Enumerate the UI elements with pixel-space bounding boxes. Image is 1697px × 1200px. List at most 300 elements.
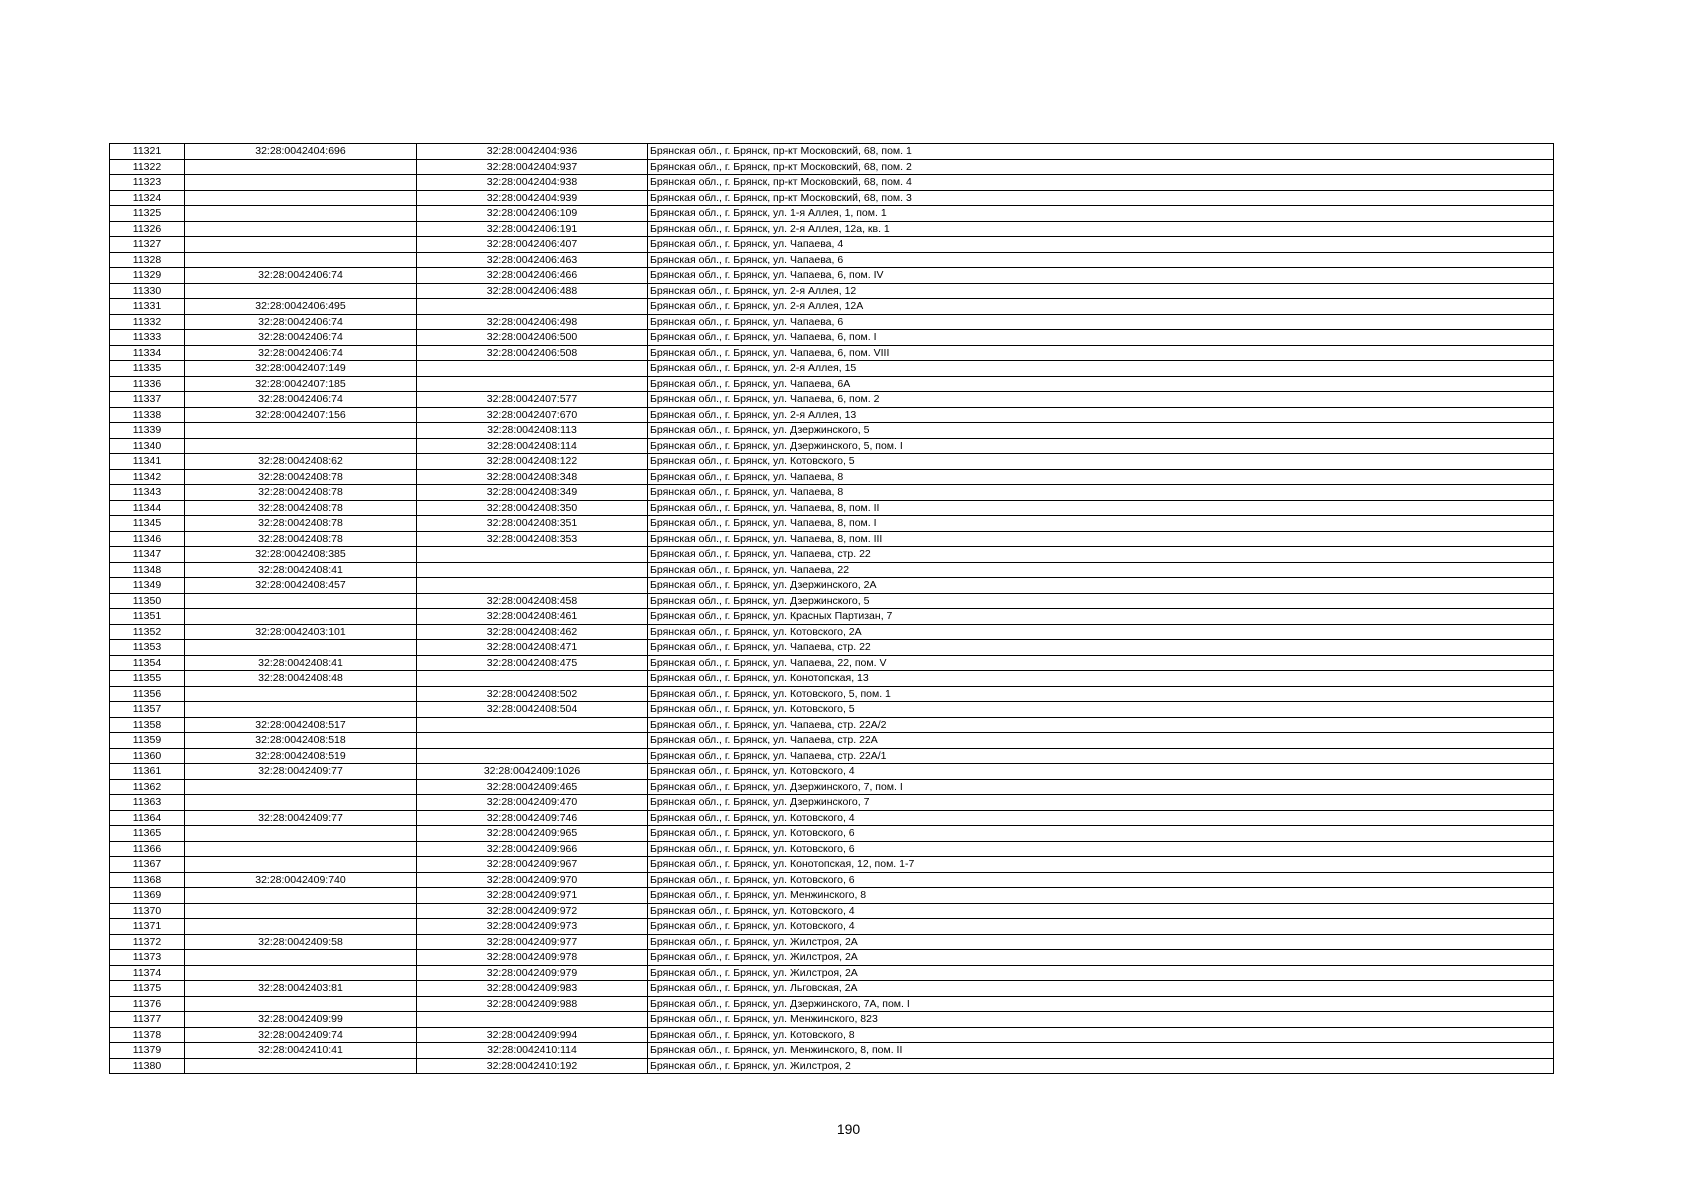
address-cell: Брянская обл., г. Брянск, ул. Дзержинского, 2А — [648, 578, 1554, 594]
address-cell: Брянская обл., г. Брянск, ул. Жилстроя, 2А — [648, 950, 1554, 966]
cadastral-number-cell: 32:28:0042404:937 — [417, 159, 648, 175]
table-row — [110, 407, 1554, 423]
address-cell: Брянская обл., г. Брянск, ул. Котовского, 5 — [648, 454, 1554, 470]
address-cell: Брянская обл., г. Брянск, ул. Котовского, 4 — [648, 764, 1554, 780]
address-cell: Брянская обл., г. Брянск, ул. Дзержинского, 5, пом. I — [648, 438, 1554, 454]
cadastral-number-cell: 32:28:0042409:971 — [417, 888, 648, 904]
parent-cadastral-number-cell: 32:28:0042408:62 — [185, 454, 417, 470]
table-row — [110, 857, 1554, 873]
address-cell: Брянская обл., г. Брянск, ул. Чапаева, 8 — [648, 485, 1554, 501]
row-number-cell: 11378 — [110, 1027, 185, 1043]
address-cell: Брянская обл., г. Брянск, ул. Льговская, 2А — [648, 981, 1554, 997]
address-cell: Брянская обл., г. Брянск, ул. Дзержинского, 7, пом. I — [648, 779, 1554, 795]
table-row — [110, 655, 1554, 671]
address-cell: Брянская обл., г. Брянск, ул. Чапаева, 6, пом. 2 — [648, 392, 1554, 408]
address-cell: Брянская обл., г. Брянск, ул. Чапаева, 6А — [648, 376, 1554, 392]
row-number-cell: 11352 — [110, 624, 185, 640]
address-cell: Брянская обл., г. Брянск, ул. Дзержинского, 7 — [648, 795, 1554, 811]
table-row — [110, 733, 1554, 749]
parent-cadastral-number-cell: 32:28:0042408:457 — [185, 578, 417, 594]
cadastral-number-cell — [417, 376, 648, 392]
row-number-cell: 11363 — [110, 795, 185, 811]
cadastral-number-cell — [417, 361, 648, 377]
address-cell: Брянская обл., г. Брянск, ул. 2-я Аллея, 15 — [648, 361, 1554, 377]
parent-cadastral-number-cell — [185, 965, 417, 981]
address-cell: Брянская обл., г. Брянск, ул. Котовского, 4 — [648, 810, 1554, 826]
table-row — [110, 361, 1554, 377]
parent-cadastral-number-cell: 32:28:0042408:519 — [185, 748, 417, 764]
address-cell: Брянская обл., г. Брянск, ул. Менжинского, 823 — [648, 1012, 1554, 1028]
table-row — [110, 1027, 1554, 1043]
table-row — [110, 531, 1554, 547]
parent-cadastral-number-cell: 32:28:0042408:385 — [185, 547, 417, 563]
row-number-cell: 11321 — [110, 144, 185, 160]
table-row — [110, 826, 1554, 842]
row-number-cell: 11366 — [110, 841, 185, 857]
cadastral-number-cell: 32:28:0042404:936 — [417, 144, 648, 160]
cadastral-number-cell: 32:28:0042407:670 — [417, 407, 648, 423]
parent-cadastral-number-cell — [185, 640, 417, 656]
parent-cadastral-number-cell: 32:28:0042407:185 — [185, 376, 417, 392]
table-row — [110, 872, 1554, 888]
row-number-cell: 11372 — [110, 934, 185, 950]
row-number-cell: 11350 — [110, 593, 185, 609]
cadastral-number-cell: 32:28:0042409:965 — [417, 826, 648, 842]
address-cell: Брянская обл., г. Брянск, ул. Дзержинского, 7А, пом. I — [648, 996, 1554, 1012]
parent-cadastral-number-cell: 32:28:0042409:58 — [185, 934, 417, 950]
row-number-cell: 11340 — [110, 438, 185, 454]
parent-cadastral-number-cell — [185, 237, 417, 253]
row-number-cell: 11324 — [110, 190, 185, 206]
row-number-cell: 11329 — [110, 268, 185, 284]
row-number-cell: 11377 — [110, 1012, 185, 1028]
row-number-cell: 11334 — [110, 345, 185, 361]
table-row — [110, 175, 1554, 191]
parent-cadastral-number-cell: 32:28:0042408:78 — [185, 531, 417, 547]
registry-table-container — [109, 143, 1553, 1074]
row-number-cell: 11338 — [110, 407, 185, 423]
row-number-cell: 11326 — [110, 221, 185, 237]
table-row — [110, 903, 1554, 919]
page-number: 190 — [836, 1121, 861, 1137]
address-cell: Брянская обл., г. Брянск, ул. Чапаева, 8, пом. II — [648, 500, 1554, 516]
table-row — [110, 965, 1554, 981]
address-cell: Брянская обл., г. Брянск, ул. Чапаева, стр. 22 — [648, 640, 1554, 656]
table-row — [110, 283, 1554, 299]
row-number-cell: 11322 — [110, 159, 185, 175]
table-row — [110, 190, 1554, 206]
cadastral-number-cell: 32:28:0042409:972 — [417, 903, 648, 919]
table-row — [110, 562, 1554, 578]
table-row — [110, 314, 1554, 330]
cadastral-number-cell: 32:28:0042408:114 — [417, 438, 648, 454]
table-row — [110, 888, 1554, 904]
parent-cadastral-number-cell: 32:28:0042403:81 — [185, 981, 417, 997]
parent-cadastral-number-cell — [185, 159, 417, 175]
row-number-cell: 11380 — [110, 1058, 185, 1074]
row-number-cell: 11375 — [110, 981, 185, 997]
cadastral-number-cell: 32:28:0042406:498 — [417, 314, 648, 330]
cadastral-number-cell — [417, 717, 648, 733]
cadastral-number-cell: 32:28:0042409:978 — [417, 950, 648, 966]
cadastral-number-cell: 32:28:0042406:508 — [417, 345, 648, 361]
table-row — [110, 810, 1554, 826]
row-number-cell: 11362 — [110, 779, 185, 795]
row-number-cell: 11369 — [110, 888, 185, 904]
row-number-cell: 11379 — [110, 1043, 185, 1059]
table-row — [110, 841, 1554, 857]
parent-cadastral-number-cell: 32:28:0042408:48 — [185, 671, 417, 687]
table-row — [110, 779, 1554, 795]
row-number-cell: 11367 — [110, 857, 185, 873]
parent-cadastral-number-cell: 32:28:0042408:517 — [185, 717, 417, 733]
row-number-cell: 11328 — [110, 252, 185, 268]
parent-cadastral-number-cell — [185, 857, 417, 873]
address-cell: Брянская обл., г. Брянск, ул. Чапаева, 22 — [648, 562, 1554, 578]
cadastral-number-cell: 32:28:0042408:113 — [417, 423, 648, 439]
cadastral-number-cell: 32:28:0042410:114 — [417, 1043, 648, 1059]
table-row — [110, 221, 1554, 237]
row-number-cell: 11333 — [110, 330, 185, 346]
row-number-cell: 11341 — [110, 454, 185, 470]
parent-cadastral-number-cell: 32:28:0042406:74 — [185, 330, 417, 346]
parent-cadastral-number-cell: 32:28:0042406:74 — [185, 268, 417, 284]
parent-cadastral-number-cell: 32:28:0042408:78 — [185, 516, 417, 532]
row-number-cell: 11373 — [110, 950, 185, 966]
cadastral-number-cell: 32:28:0042408:353 — [417, 531, 648, 547]
address-cell: Брянская обл., г. Брянск, ул. Чапаева, 6, пом. VIII — [648, 345, 1554, 361]
table-row — [110, 640, 1554, 656]
cadastral-number-cell: 32:28:0042409:973 — [417, 919, 648, 935]
parent-cadastral-number-cell: 32:28:0042406:74 — [185, 314, 417, 330]
row-number-cell: 11374 — [110, 965, 185, 981]
cadastral-number-cell: 32:28:0042406:109 — [417, 206, 648, 222]
row-number-cell: 11361 — [110, 764, 185, 780]
address-cell: Брянская обл., г. Брянск, ул. Чапаева, 6, пом. I — [648, 330, 1554, 346]
table-row — [110, 702, 1554, 718]
cadastral-number-cell: 32:28:0042408:461 — [417, 609, 648, 625]
parent-cadastral-number-cell: 32:28:0042408:41 — [185, 655, 417, 671]
cadastral-number-cell: 32:28:0042408:349 — [417, 485, 648, 501]
parent-cadastral-number-cell — [185, 283, 417, 299]
parent-cadastral-number-cell — [185, 686, 417, 702]
parent-cadastral-number-cell — [185, 702, 417, 718]
registry-table — [109, 143, 1554, 1074]
table-row — [110, 671, 1554, 687]
address-cell: Брянская обл., г. Брянск, ул. Конотопская, 13 — [648, 671, 1554, 687]
parent-cadastral-number-cell — [185, 996, 417, 1012]
table-row — [110, 919, 1554, 935]
cadastral-number-cell — [417, 299, 648, 315]
table-row — [110, 795, 1554, 811]
table-row — [110, 1043, 1554, 1059]
address-cell: Брянская обл., г. Брянск, ул. Красных Партизан, 7 — [648, 609, 1554, 625]
row-number-cell: 11349 — [110, 578, 185, 594]
cadastral-number-cell: 32:28:0042409:988 — [417, 996, 648, 1012]
parent-cadastral-number-cell: 32:28:0042408:518 — [185, 733, 417, 749]
parent-cadastral-number-cell — [185, 252, 417, 268]
table-row — [110, 624, 1554, 640]
row-number-cell: 11354 — [110, 655, 185, 671]
address-cell: Брянская обл., г. Брянск, ул. Чапаева, 6, пом. IV — [648, 268, 1554, 284]
cadastral-number-cell: 32:28:0042409:967 — [417, 857, 648, 873]
cadastral-number-cell: 32:28:0042409:470 — [417, 795, 648, 811]
address-cell: Брянская обл., г. Брянск, пр-кт Московский, 68, пом. 3 — [648, 190, 1554, 206]
parent-cadastral-number-cell: 32:28:0042404:696 — [185, 144, 417, 160]
address-cell: Брянская обл., г. Брянск, ул. Котовского, 5, пом. 1 — [648, 686, 1554, 702]
cadastral-number-cell: 32:28:0042408:122 — [417, 454, 648, 470]
cadastral-number-cell: 32:28:0042407:577 — [417, 392, 648, 408]
address-cell: Брянская обл., г. Брянск, ул. Жилстроя, 2А — [648, 934, 1554, 950]
address-cell: Брянская обл., г. Брянск, ул. Чапаева, 22, пом. V — [648, 655, 1554, 671]
cadastral-number-cell: 32:28:0042408:475 — [417, 655, 648, 671]
table-row — [110, 237, 1554, 253]
row-number-cell: 11351 — [110, 609, 185, 625]
row-number-cell: 11325 — [110, 206, 185, 222]
table-row — [110, 392, 1554, 408]
table-row — [110, 454, 1554, 470]
address-cell: Брянская обл., г. Брянск, ул. Котовского, 6 — [648, 826, 1554, 842]
cadastral-number-cell: 32:28:0042408:350 — [417, 500, 648, 516]
registry-table-body — [110, 144, 1554, 1074]
address-cell: Брянская обл., г. Брянск, ул. Чапаева, 4 — [648, 237, 1554, 253]
cadastral-number-cell: 32:28:0042406:488 — [417, 283, 648, 299]
parent-cadastral-number-cell: 32:28:0042409:740 — [185, 872, 417, 888]
address-cell: Брянская обл., г. Брянск, ул. Котовского, 5 — [648, 702, 1554, 718]
cadastral-number-cell: 32:28:0042409:970 — [417, 872, 648, 888]
parent-cadastral-number-cell — [185, 795, 417, 811]
row-number-cell: 11368 — [110, 872, 185, 888]
address-cell: Брянская обл., г. Брянск, ул. Жилстроя, 2А — [648, 965, 1554, 981]
table-row — [110, 764, 1554, 780]
cadastral-number-cell — [417, 578, 648, 594]
cadastral-number-cell: 32:28:0042404:938 — [417, 175, 648, 191]
parent-cadastral-number-cell: 32:28:0042406:495 — [185, 299, 417, 315]
table-row — [110, 485, 1554, 501]
table-row — [110, 469, 1554, 485]
table-row — [110, 144, 1554, 160]
table-row — [110, 345, 1554, 361]
parent-cadastral-number-cell: 32:28:0042409:99 — [185, 1012, 417, 1028]
row-number-cell: 11356 — [110, 686, 185, 702]
cadastral-number-cell: 32:28:0042408:504 — [417, 702, 648, 718]
row-number-cell: 11345 — [110, 516, 185, 532]
cadastral-number-cell: 32:28:0042409:983 — [417, 981, 648, 997]
row-number-cell: 11331 — [110, 299, 185, 315]
address-cell: Брянская обл., г. Брянск, ул. Чапаева, стр. 22А/2 — [648, 717, 1554, 733]
cadastral-number-cell: 32:28:0042410:192 — [417, 1058, 648, 1074]
row-number-cell: 11339 — [110, 423, 185, 439]
parent-cadastral-number-cell — [185, 593, 417, 609]
cadastral-number-cell: 32:28:0042409:746 — [417, 810, 648, 826]
cadastral-number-cell: 32:28:0042409:1026 — [417, 764, 648, 780]
cadastral-number-cell: 32:28:0042409:966 — [417, 841, 648, 857]
cadastral-number-cell: 32:28:0042409:979 — [417, 965, 648, 981]
table-row — [110, 1058, 1554, 1074]
parent-cadastral-number-cell — [185, 175, 417, 191]
row-number-cell: 11364 — [110, 810, 185, 826]
cadastral-number-cell: 32:28:0042409:994 — [417, 1027, 648, 1043]
cadastral-number-cell: 32:28:0042406:191 — [417, 221, 648, 237]
table-row — [110, 547, 1554, 563]
parent-cadastral-number-cell — [185, 438, 417, 454]
table-row — [110, 299, 1554, 315]
row-number-cell: 11355 — [110, 671, 185, 687]
row-number-cell: 11359 — [110, 733, 185, 749]
address-cell: Брянская обл., г. Брянск, ул. Дзержинского, 5 — [648, 423, 1554, 439]
parent-cadastral-number-cell — [185, 950, 417, 966]
table-row — [110, 500, 1554, 516]
parent-cadastral-number-cell: 32:28:0042409:77 — [185, 764, 417, 780]
table-row — [110, 950, 1554, 966]
parent-cadastral-number-cell: 32:28:0042410:41 — [185, 1043, 417, 1059]
parent-cadastral-number-cell: 32:28:0042406:74 — [185, 392, 417, 408]
table-row — [110, 717, 1554, 733]
row-number-cell: 11370 — [110, 903, 185, 919]
parent-cadastral-number-cell — [185, 190, 417, 206]
address-cell: Брянская обл., г. Брянск, ул. Котовского, 4 — [648, 903, 1554, 919]
address-cell: Брянская обл., г. Брянск, ул. Чапаева, стр. 22 — [648, 547, 1554, 563]
address-cell: Брянская обл., г. Брянск, ул. Дзержинского, 5 — [648, 593, 1554, 609]
parent-cadastral-number-cell: 32:28:0042409:74 — [185, 1027, 417, 1043]
parent-cadastral-number-cell: 32:28:0042408:78 — [185, 469, 417, 485]
row-number-cell: 11360 — [110, 748, 185, 764]
row-number-cell: 11357 — [110, 702, 185, 718]
parent-cadastral-number-cell — [185, 826, 417, 842]
address-cell: Брянская обл., г. Брянск, ул. Менжинского, 8 — [648, 888, 1554, 904]
cadastral-number-cell — [417, 733, 648, 749]
address-cell: Брянская обл., г. Брянск, ул. Котовского, 8 — [648, 1027, 1554, 1043]
address-cell: Брянская обл., г. Брянск, ул. Котовского, 6 — [648, 872, 1554, 888]
table-row — [110, 206, 1554, 222]
row-number-cell: 11343 — [110, 485, 185, 501]
parent-cadastral-number-cell: 32:28:0042408:41 — [185, 562, 417, 578]
address-cell: Брянская обл., г. Брянск, ул. Чапаева, 8, пом. I — [648, 516, 1554, 532]
address-cell: Брянская обл., г. Брянск, ул. 2-я Аллея, 12а, кв. 1 — [648, 221, 1554, 237]
row-number-cell: 11346 — [110, 531, 185, 547]
address-cell: Брянская обл., г. Брянск, ул. Чапаева, стр. 22А/1 — [648, 748, 1554, 764]
row-number-cell: 11335 — [110, 361, 185, 377]
row-number-cell: 11348 — [110, 562, 185, 578]
cadastral-number-cell: 32:28:0042409:465 — [417, 779, 648, 795]
address-cell: Брянская обл., г. Брянск, ул. Менжинского, 8, пом. II — [648, 1043, 1554, 1059]
parent-cadastral-number-cell: 32:28:0042408:78 — [185, 500, 417, 516]
cadastral-number-cell: 32:28:0042406:500 — [417, 330, 648, 346]
row-number-cell: 11358 — [110, 717, 185, 733]
cadastral-number-cell: 32:28:0042406:466 — [417, 268, 648, 284]
cadastral-number-cell — [417, 562, 648, 578]
table-row — [110, 268, 1554, 284]
table-row — [110, 934, 1554, 950]
table-row — [110, 981, 1554, 997]
parent-cadastral-number-cell: 32:28:0042409:77 — [185, 810, 417, 826]
row-number-cell: 11323 — [110, 175, 185, 191]
row-number-cell: 11347 — [110, 547, 185, 563]
parent-cadastral-number-cell — [185, 888, 417, 904]
cadastral-number-cell — [417, 748, 648, 764]
parent-cadastral-number-cell — [185, 609, 417, 625]
address-cell: Брянская обл., г. Брянск, ул. 2-я Аллея, 12 — [648, 283, 1554, 299]
address-cell: Брянская обл., г. Брянск, ул. 1-я Аллея, 1, пом. 1 — [648, 206, 1554, 222]
parent-cadastral-number-cell: 32:28:0042403:101 — [185, 624, 417, 640]
table-row — [110, 252, 1554, 268]
address-cell: Брянская обл., г. Брянск, ул. Чапаева, стр. 22А — [648, 733, 1554, 749]
row-number-cell: 11330 — [110, 283, 185, 299]
row-number-cell: 11337 — [110, 392, 185, 408]
table-row — [110, 1012, 1554, 1028]
parent-cadastral-number-cell — [185, 1058, 417, 1074]
cadastral-number-cell: 32:28:0042406:463 — [417, 252, 648, 268]
address-cell: Брянская обл., г. Брянск, пр-кт Московский, 68, пом. 4 — [648, 175, 1554, 191]
parent-cadastral-number-cell: 32:28:0042406:74 — [185, 345, 417, 361]
table-row — [110, 748, 1554, 764]
cadastral-number-cell — [417, 547, 648, 563]
row-number-cell: 11332 — [110, 314, 185, 330]
address-cell: Брянская обл., г. Брянск, ул. Чапаева, 6 — [648, 314, 1554, 330]
address-cell: Брянская обл., г. Брянск, ул. 2-я Аллея, 12А — [648, 299, 1554, 315]
address-cell: Брянская обл., г. Брянск, ул. Жилстроя, 2 — [648, 1058, 1554, 1074]
row-number-cell: 11376 — [110, 996, 185, 1012]
cadastral-number-cell — [417, 1012, 648, 1028]
table-row — [110, 593, 1554, 609]
table-row — [110, 376, 1554, 392]
parent-cadastral-number-cell — [185, 423, 417, 439]
address-cell: Брянская обл., г. Брянск, ул. Чапаева, 8, пом. III — [648, 531, 1554, 547]
row-number-cell: 11344 — [110, 500, 185, 516]
address-cell: Брянская обл., г. Брянск, ул. Котовского, 6 — [648, 841, 1554, 857]
parent-cadastral-number-cell — [185, 206, 417, 222]
cadastral-number-cell: 32:28:0042404:939 — [417, 190, 648, 206]
cadastral-number-cell: 32:28:0042408:458 — [417, 593, 648, 609]
table-row — [110, 516, 1554, 532]
address-cell: Брянская обл., г. Брянск, пр-кт Московский, 68, пом. 1 — [648, 144, 1554, 160]
row-number-cell: 11353 — [110, 640, 185, 656]
parent-cadastral-number-cell — [185, 919, 417, 935]
row-number-cell: 11327 — [110, 237, 185, 253]
parent-cadastral-number-cell — [185, 841, 417, 857]
address-cell: Брянская обл., г. Брянск, пр-кт Московский, 68, пом. 2 — [648, 159, 1554, 175]
table-row — [110, 159, 1554, 175]
cadastral-number-cell: 32:28:0042408:471 — [417, 640, 648, 656]
parent-cadastral-number-cell — [185, 903, 417, 919]
cadastral-number-cell: 32:28:0042406:407 — [417, 237, 648, 253]
row-number-cell: 11336 — [110, 376, 185, 392]
row-number-cell: 11365 — [110, 826, 185, 842]
address-cell: Брянская обл., г. Брянск, ул. Котовского, 2А — [648, 624, 1554, 640]
table-row — [110, 423, 1554, 439]
cadastral-number-cell: 32:28:0042409:977 — [417, 934, 648, 950]
table-row — [110, 686, 1554, 702]
row-number-cell: 11342 — [110, 469, 185, 485]
cadastral-number-cell — [417, 671, 648, 687]
cadastral-number-cell: 32:28:0042408:462 — [417, 624, 648, 640]
address-cell: Брянская обл., г. Брянск, ул. Чапаева, 6 — [648, 252, 1554, 268]
table-row — [110, 330, 1554, 346]
parent-cadastral-number-cell — [185, 779, 417, 795]
address-cell: Брянская обл., г. Брянск, ул. Конотопская, 12, пом. 1-7 — [648, 857, 1554, 873]
address-cell: Брянская обл., г. Брянск, ул. 2-я Аллея, 13 — [648, 407, 1554, 423]
cadastral-number-cell: 32:28:0042408:348 — [417, 469, 648, 485]
row-number-cell: 11371 — [110, 919, 185, 935]
cadastral-number-cell: 32:28:0042408:502 — [417, 686, 648, 702]
table-row — [110, 609, 1554, 625]
address-cell: Брянская обл., г. Брянск, ул. Котовского, 4 — [648, 919, 1554, 935]
table-row — [110, 438, 1554, 454]
parent-cadastral-number-cell: 32:28:0042407:156 — [185, 407, 417, 423]
parent-cadastral-number-cell — [185, 221, 417, 237]
parent-cadastral-number-cell: 32:28:0042408:78 — [185, 485, 417, 501]
table-row — [110, 996, 1554, 1012]
